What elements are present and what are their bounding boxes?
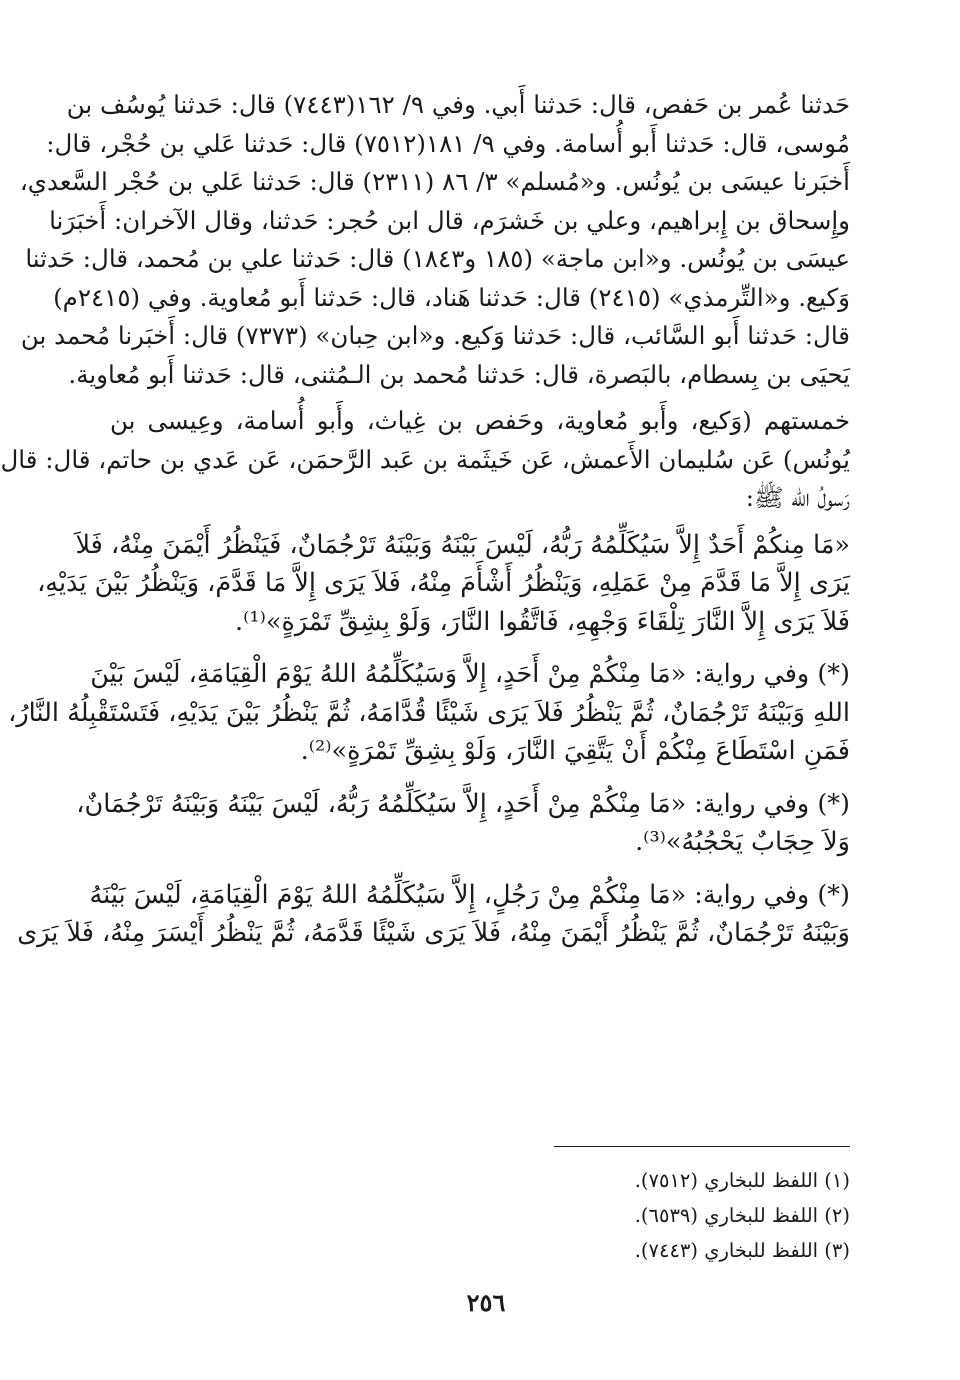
text-line-11: رَسولُ الله ﷺ: bbox=[745, 483, 850, 512]
footnote-1: (١) اللفظ للبخاري (٧٥١٢). bbox=[634, 1169, 850, 1192]
riwaya-1-line-1: (*) وفي رواية: «مَا مِنْكُمْ مِنْ أَحَدٍ، إِلاَّ وَسَيُكَلِّمُهُ اللهُ يَوْمَ الْقِيَامَةِ، لَيْسَ بَيْنَ bbox=[90, 659, 850, 689]
paragraph-gap bbox=[110, 394, 850, 402]
riwaya-3-line-1: (*) وفي رواية: «مَا مِنْكُمْ مِنْ رَجُلٍ، إِلاَّ سَيُكَلِّمُهُ اللهُ يَوْمَ الْقِيَامَةِ، لَيْسَ بَيْنَهُ bbox=[89, 879, 850, 910]
hadith-line-3: فَلاَ يَرَى إِلاَّ النَّارَ تِلْقَاءَ وَجْهِهِ، فَاتَّقُوا النَّارَ، وَلَوْ بِشِقِّ تَمْرَةٍ»⁽¹⁾. bbox=[235, 606, 850, 637]
text-line-6: وَكيع. و«التِّرمذي» (٢٤١٥) قال: حَدثنا هَناد، قال: حَدثنا أَبو مُعاوية. وفي (٢٤١٥م) bbox=[53, 282, 850, 312]
riwaya-1-line-3: فَمَنِ اسْتَطَاعَ مِنْكُمْ أَنْ يَتَّقِيَ النَّارَ، وَلَوْ بِشِقِّ تَمْرَةٍ»⁽²⁾. bbox=[300, 736, 850, 766]
footnotes bbox=[110, 1163, 850, 1268]
riwaya-3-line-2: وَبَيْنَهُ تَرْجُمَانٌ، ثُمَّ يَنْظُرُ أَيْمَنَ مِنْهُ، فَلاَ يَرَى شَيْئًا قَدَّمَهُ، ثُمَّ يَنْظُرُ أَيْسَرَ مِنْهُ، فَلاَ يَرَى bbox=[17, 918, 850, 948]
text-line-4: وإِسحاق بن إِبراهيم، وعلي بن خَشرَم، قال ابن حُجر: حَدثنا، وقال الآخران: أَخبَرَنا bbox=[49, 205, 850, 235]
footnote-3: (٣) اللفظ للبخاري (٧٤٤٣). bbox=[634, 1239, 850, 1262]
text-line-1: حَدثنا عُمر بن حَفص، قال: حَدثنا أَبي. وفي ٩/ ١٦٢(٧٤٤٣) قال: حَدثنا يُوسُف بن bbox=[66, 90, 850, 119]
hadith-line-1: «مَا مِنكُمْ أَحَدٌ إِلاَّ سَيُكَلِّمُهُ رَبُّهُ، لَيْسَ بَيْنَهُ وَبَيْنَهُ تَرْجُمَانٌ، فَيَنْظُرُ أَيْمَنَ مِنْهُ، فَلاَ bbox=[75, 529, 850, 560]
footnote-divider bbox=[554, 1146, 850, 1147]
text-line-9: خمستهم (وَكيع، وأَبو مُعاوية، وحَفص بن غِياث، وأَبو أُسامة، وعِيسى بن bbox=[110, 406, 850, 435]
text-line-10: يُونُس) عَن سُليمان الأَعمش، عَن خَيثَمة بن عَبد الرَّحمَن، عَن عَدي بن حاتم، قال: قال bbox=[0, 444, 850, 474]
footnote-2: (٢) اللفظ للبخاري (٦٥٣٩). bbox=[634, 1204, 850, 1227]
paragraph-gap bbox=[110, 862, 850, 876]
text-line-3: أَخبَرنا عيسَى بن يُونُس. و«مُسلم» ٣/ ٨٦ (٢٣١١) قال: حَدثنا عَلي بن حُجْر السَّعدي، bbox=[19, 167, 850, 196]
text-line-7: قال: حَدثنا أَبو السَّائب، قال: حَدثنا وَكيع. و«ابن حِبان» (٧٣٧٣) قال: أَخبَرنا مُحمد بن bbox=[20, 321, 850, 350]
text-line-5: عيسَى بن يُونُس. و«ابن ماجة» (١٨٥ و١٨٤٣) قال: حَدثنا علي بن مُحمد، قال: حَدثنا bbox=[25, 244, 850, 273]
riwaya-1-line-2: اللهِ وَبَيْنَهُ تَرْجُمَانٌ، ثُمَّ يَنْظُرُ فَلاَ يَرَى شَيْئًا قُدَّامَهُ، ثُمَّ يَنْظُرُ بَيْنَ يَدَيْهِ، فَتَسْتَقْبِلُهُ النَّارُ، bbox=[8, 697, 850, 728]
riwaya-2-line-1: (*) وفي رواية: «مَا مِنْكُمْ مِنْ أَحَدٍ، إِلاَّ سَيُكَلِّمُهُ رَبُّهُ، لَيْسَ بَيْنَهُ وَبَيْنَهُ تَرْجُمَانٌ، bbox=[76, 788, 850, 819]
page-body bbox=[0, 86, 850, 953]
page-number: ٢٥٦ bbox=[466, 1288, 506, 1317]
paragraph-gap bbox=[110, 771, 850, 785]
text-line-2: مُوسى، قال: حَدثنا أَبو أُسامة. وفي ٩/ ١٨١(٧٥١٢) قال: حَدثنا عَلي بن حُجْر، قال: bbox=[46, 128, 850, 158]
riwaya-2-line-2: وَلاَ حِجَابٌ يَحْجُبُهُ»⁽³⁾. bbox=[635, 827, 850, 857]
hadith-line-2: يَرَى إِلاَّ مَا قَدَّمَ مِنْ عَمَلِهِ، وَيَنْظُرُ أَشْأَمَ مِنْهُ، فَلاَ يَرَى إِلاَّ مَا قَدَّمَ، وَيَنْظُرُ بَيْنَ يَدَيْهِ، bbox=[37, 568, 850, 598]
paragraph-gap bbox=[110, 518, 850, 526]
paragraph-gap bbox=[110, 641, 850, 655]
text-line-8: يَحيَى بن بِسطام، بالبَصرة، قال: حَدثنا مُحمد بن الـمُثنى، قال: حَدثنا أَبو مُعاوية. bbox=[68, 359, 850, 389]
